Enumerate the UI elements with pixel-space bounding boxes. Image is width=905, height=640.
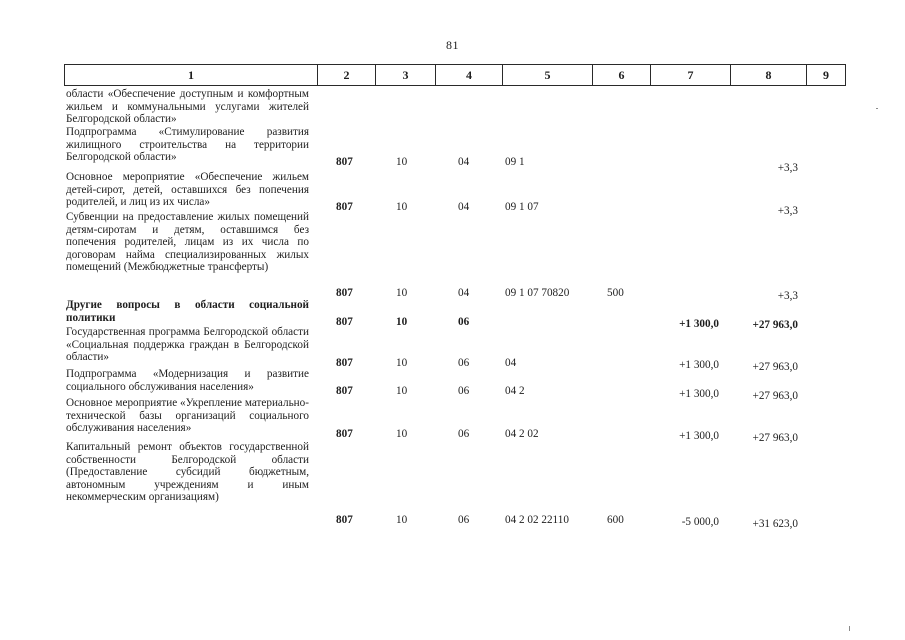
header-col-2: 2 <box>318 65 376 85</box>
header-col-7: 7 <box>651 65 731 85</box>
scan-artifact <box>849 626 850 631</box>
table-header-row <box>64 64 846 86</box>
cell-section: 10 <box>396 357 408 369</box>
cell-amount-col7: +1 300,0 <box>679 388 719 400</box>
cell-section: 10 <box>396 201 408 213</box>
cell-section: 10 <box>396 156 408 168</box>
header-col-8: 8 <box>731 65 807 85</box>
cell-target-article: 09 1 07 70820 <box>505 287 570 299</box>
cell-subsection: 06 <box>458 316 470 328</box>
scan-artifact <box>876 108 878 109</box>
cell-section: 10 <box>396 316 408 328</box>
cell-admin-code: 807 <box>336 201 353 213</box>
header-col-9: 9 <box>823 68 829 82</box>
header-col-6: 6 <box>593 65 651 85</box>
cell-amount-col8: +27 963,0 <box>752 319 798 331</box>
cell-admin-code: 807 <box>336 357 353 369</box>
cell-section: 10 <box>396 514 408 526</box>
cell-amount-col8: +3,3 <box>777 290 798 302</box>
cell-target-article: 04 2 <box>505 385 525 397</box>
cell-admin-code: 807 <box>336 385 353 397</box>
cell-amount-col8: +3,3 <box>777 205 798 217</box>
cell-amount-col7: +1 300,0 <box>679 430 719 442</box>
row-description: Основное мероприятие «Укрепление материально-технической базы организаций социального обслуживания населения» <box>66 397 309 434</box>
cell-amount-col8: +27 963,0 <box>752 390 798 402</box>
cell-expense-type: 600 <box>607 514 624 526</box>
cell-section: 10 <box>396 287 408 299</box>
row-description: Государственная программа Белгородской области «Социальная поддержка граждан в Белгородской области» <box>66 326 309 363</box>
cell-admin-code: 807 <box>336 287 353 299</box>
cell-subsection: 06 <box>458 514 470 526</box>
cell-target-article: 09 1 07 <box>505 201 539 213</box>
cell-target-article: 09 1 <box>505 156 525 168</box>
cell-amount-col8: +31 623,0 <box>752 518 798 530</box>
row-description: Основное мероприятие «Обеспечение жильем детей-сирот, детей, оставшихся без попечения родителей, и лиц из их числа» <box>66 171 309 208</box>
cell-admin-code: 807 <box>336 428 353 440</box>
header-col-4: 4 <box>436 65 503 85</box>
header-col-5: 5 <box>503 65 593 85</box>
cell-expense-type: 500 <box>607 287 624 299</box>
cell-amount-col7: +1 300,0 <box>679 318 719 330</box>
cell-amount-col8: +27 963,0 <box>752 432 798 444</box>
cell-admin-code: 807 <box>336 316 353 328</box>
row-description: Подпрограмма «Стимулирование развития жилищного строительства на территории Белгородской области» <box>66 126 309 163</box>
cell-target-article: 04 <box>505 357 517 369</box>
cell-admin-code: 807 <box>336 514 353 526</box>
cell-target-article: 04 2 02 <box>505 428 539 440</box>
cell-amount-col8: +3,3 <box>777 162 798 174</box>
cell-amount-col7: +1 300,0 <box>679 359 719 371</box>
header-col-3: 3 <box>376 65 436 85</box>
cell-admin-code: 807 <box>336 156 353 168</box>
cell-amount-col8: +27 963,0 <box>752 361 798 373</box>
row-description: Субвенции на предоставление жилых помещений детям-сиротам и детям, оставшимся без попечения родителей, лицам из их числа по договорам найма специализированных жилых помещений (Межбюджетные трансферты) <box>66 211 309 273</box>
row-description: области «Обеспечение доступным и комфортным жильем и коммунальными услугами жителей Белгородской области» <box>66 88 309 125</box>
row-description: Другие вопросы в области социальной политики <box>66 299 309 324</box>
cell-subsection: 04 <box>458 156 470 168</box>
row-description: Капитальный ремонт объектов государственной собственности Белгородской области (Предоставление субсидий бюджетным, автономным учреждениям и иным некоммерческим организациям) <box>66 441 309 503</box>
row-description: Подпрограмма «Модернизация и развитие социального обслуживания населения» <box>66 368 309 393</box>
page-number: 81 <box>446 38 459 52</box>
cell-subsection: 06 <box>458 428 470 440</box>
cell-section: 10 <box>396 385 408 397</box>
cell-subsection: 06 <box>458 385 470 397</box>
header-col-1: 1 <box>65 65 318 85</box>
cell-subsection: 04 <box>458 201 470 213</box>
cell-section: 10 <box>396 428 408 440</box>
cell-amount-col7: -5 000,0 <box>681 516 719 528</box>
cell-subsection: 04 <box>458 287 470 299</box>
cell-subsection: 06 <box>458 357 470 369</box>
cell-target-article: 04 2 02 22110 <box>505 514 569 526</box>
